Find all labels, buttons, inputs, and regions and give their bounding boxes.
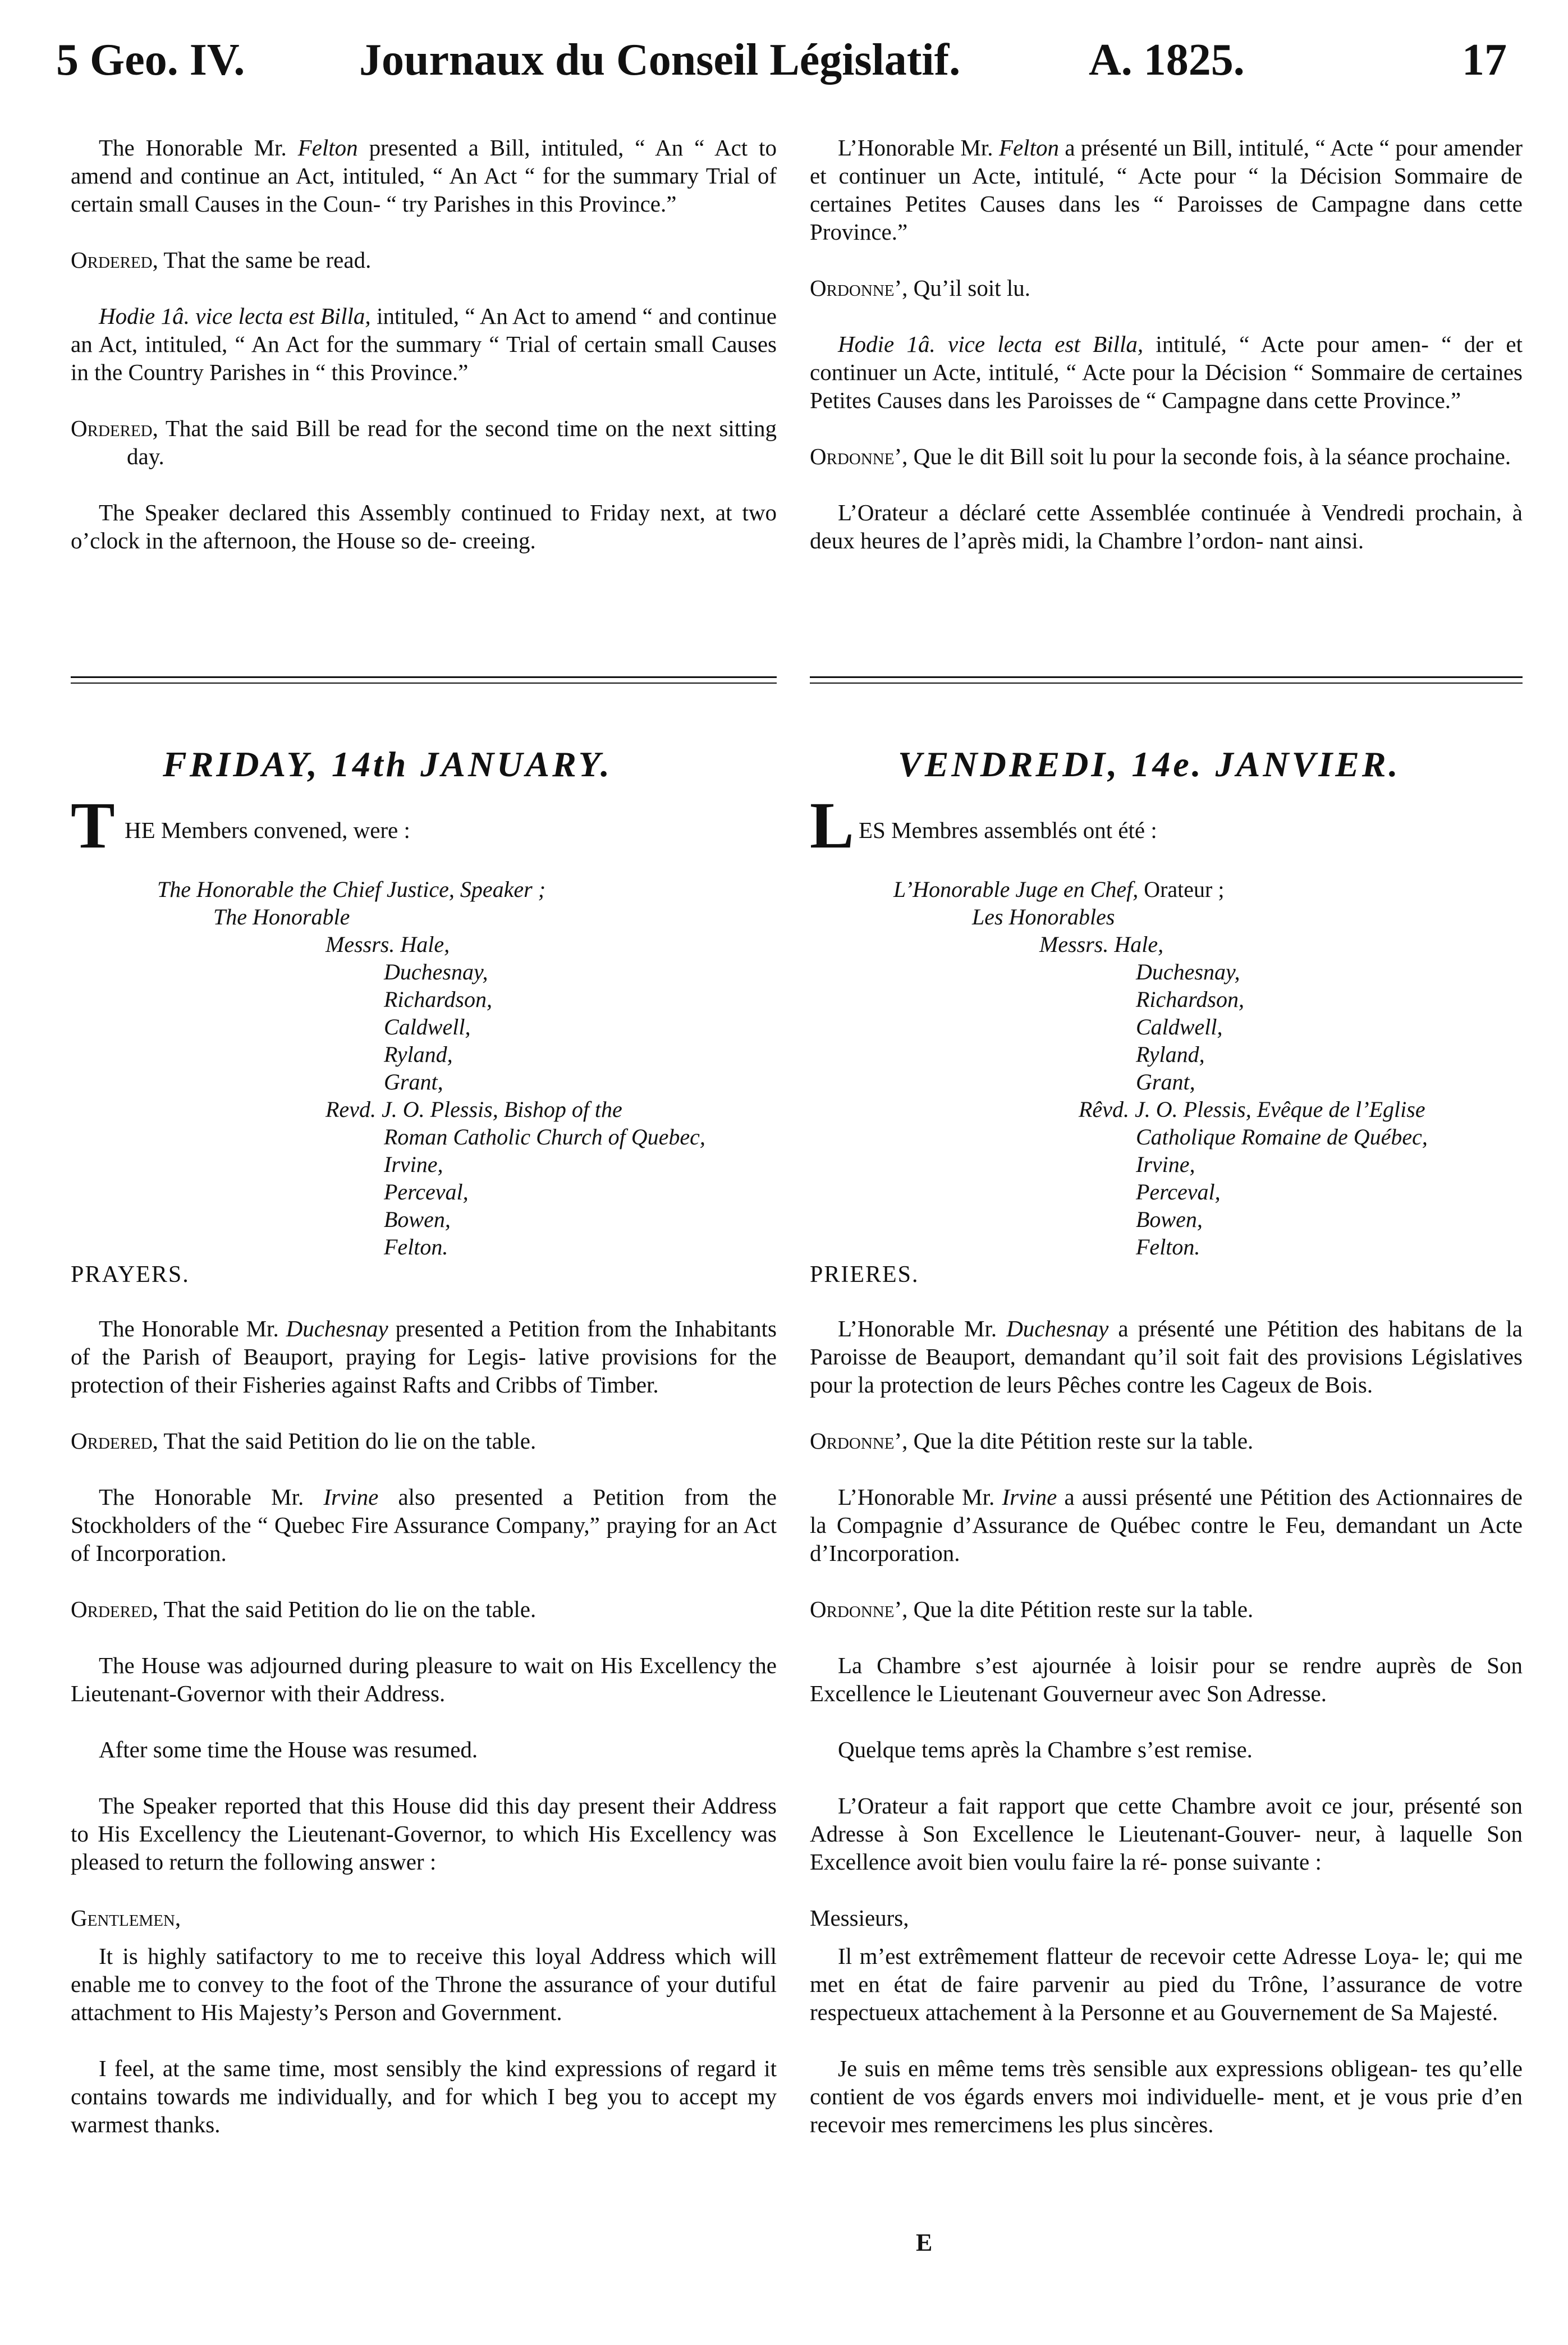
salutation-fr: Messieurs, [810,1905,909,1931]
bishop-line-fr: Rêvd. J. O. Plessis, Evêque de l’Eglise [1079,1097,1425,1122]
members-convened-text: HE Members convened, were : [125,817,410,843]
speaker-reported-paragraph: The Speaker reported that this House did this day present their Address to His Excellency the Lieutenant-Governor, to which His Excellency was pleased to return the following answer : [71,1793,777,1875]
adjourned-paragraph-fr: La Chambre s’est ajournée à loisir pour se rendre auprès de Son Excellence le Lieutenant Gouverneur avec Son Adresse. [810,1652,1523,1706]
member-name: Ryland, [384,1042,453,1067]
member-name: Bowen, [1136,1207,1203,1232]
day-heading-english: FRIDAY, 14th JANUARY. [163,744,612,784]
member-name: Ryland, [1136,1042,1205,1067]
member-name: Grant, [384,1069,443,1094]
adjournment-paragraph-fr: L’Orateur a déclaré cette Assemblée continuée à Vendredi prochain, à deux heures de l’après midi, la Chambre l’ordon- nant ainsi. [810,500,1523,553]
bill-presented-paragraph-fr: L’Honorable Mr. Felton a présenté un Bill, intitulé, “ Acte “ pour amender et continuer un Acte, intitulé, “ Acte pour “ la Décision Sommaire de certaines Petites Causes dans les “ Paroisses de Campagne dans cette Province.” [810,135,1523,245]
reply-paragraph-1: It is highly satifactory to me to receive this loyal Address which will enable me to convey to the foot of the Throne the assurance of your dutiful attachment to His Majesty’s Person and Government. [71,1943,777,2025]
regnal-year: 5 Geo. IV. [56,35,245,85]
messrs-line-fr: Messrs. Hale, [1039,932,1164,957]
year: A. 1825. [1089,35,1245,85]
order-lie-on-table-2: Ordered, That the said Petition do lie on the table. [71,1596,537,1622]
journal-title: Journaux du Conseil Législatif. [359,35,961,85]
top-english-column [71,134,777,555]
resumed-paragraph: After some time the House was resumed. [99,1737,478,1762]
petition-irvine-paragraph-fr: L’Honorable Mr. Irvine a aussi présenté une Pétition des Actionnaires de la Compagnie d’Assurance de Québec contre le Feu, demandant un Acte d’Incorporation. [810,1484,1523,1566]
bill-presented-paragraph: The Honorable Mr. Felton presented a Bill, intituled, “ An “ Act to amend and continue an Act, intituled, “ An Act “ for the summary Trial of certain small Causes in the Coun- “ try Parishes in this Province.” [71,135,777,217]
section-rule-left-top [71,676,777,678]
bishop-line-continued: Roman Catholic Church of Quebec, [384,1124,705,1149]
prayers-label: PRAYERS. [71,1262,190,1288]
bottom-english-column [71,1315,777,2138]
member-name: Richardson, [384,987,492,1012]
member-name: Irvine, [1136,1152,1195,1177]
reply-paragraph-2: I feel, at the same time, most sensibly the kind expressions of regard it contains towards me individually, and for which I beg you to accept my warmest thanks. [71,2055,777,2137]
member-name: Richardson, [1136,987,1244,1012]
order-lie-on-table-2-fr: Ordonne’, Que la dite Pétition reste sur la table. [810,1596,1254,1622]
member-name: Perceval, [1136,1179,1221,1204]
day-heading-french: VENDREDI, 14e. JANVIER. [898,744,1401,784]
members-list-english [157,876,774,1261]
member-name: Felton. [384,1234,448,1259]
section-rule-right-top [810,676,1523,678]
drop-cap-english: T [71,789,115,862]
messrs-line: Messrs. Hale, [325,932,450,957]
petition-duchesnay-paragraph: The Honorable Mr. Duchesnay presented a Petition from the Inhabitants of the Parish of Beauport, praying for Legis- lative provisions for the protection of their Fisheries against Rafts and Cribbs of Timber. [71,1316,777,1398]
prayers-label-fr: PRIERES. [810,1262,919,1288]
member-name: Irvine, [384,1152,443,1177]
member-name: Caldwell, [384,1014,471,1039]
member-name: Hale, [400,932,450,957]
members-list-french [893,876,1522,1261]
speaker-reported-paragraph-fr: L’Orateur a fait rapport que cette Chambre avoit ce jour, présenté son Adresse à Son Excellence le Lieutenant-Gouver- neur, à laquelle Son Excellence avoit bien voulu faire la ré- ponse suivante : [810,1793,1523,1875]
bishop-line: Revd. J. O. Plessis, Bishop of the [325,1097,622,1122]
member-name: Hale, [1114,932,1164,957]
honorable-line-fr: Les Honorables [972,904,1115,929]
member-name: Grant, [1136,1069,1195,1094]
adjourned-paragraph: The House was adjourned during pleasure to wait on His Excellency the Lieutenant-Governor with their Address. [71,1652,777,1706]
section-rule-right-bottom [810,683,1523,684]
reply-paragraph-2-fr: Je suis en même tems très sensible aux expressions obligean- tes qu’elle contient de vos égards envers moi individuelle- ment, et je vous prie d’en recevoir mes remercimens les plus sincères. [810,2055,1523,2137]
honorable-line: The Honorable [213,904,350,929]
order-read-paragraph: Ordered, That the same be read. [71,247,372,273]
member-name: Felton. [1136,1234,1200,1259]
order-second-reading-paragraph: Ordered, That the said Bill be read for the second time on the next sitting day. [71,415,777,469]
drop-cap-french: L [810,789,854,862]
member-name: Perceval, [384,1179,469,1204]
resumed-paragraph-fr: Quelque tems après la Chambre s’est remise. [838,1737,1253,1762]
top-french-column [810,134,1523,555]
order-lie-on-table-1-fr: Ordonne’, Que la dite Pétition reste sur la table. [810,1428,1254,1454]
section-rule-left-bottom [71,683,777,684]
member-name: Bowen, [384,1207,451,1232]
reply-paragraph-1-fr: Il m’est extrêmement flatteur de recevoir cette Adresse Loya- le; qui me met en état de faire parvenir au pied du Trône, l’assurance de votre respectueux attachement à la Personne et au Gouvernement de Sa Majesté. [810,1943,1523,2025]
member-name: Duchesnay, [1136,959,1240,984]
order-lie-on-table-1: Ordered, That the said Petition do lie on the table. [71,1428,537,1454]
running-header [56,35,1515,113]
member-name: Caldwell, [1136,1014,1223,1039]
speaker-line: The Honorable the Chief Justice, Speaker ; [157,877,546,902]
order-second-reading-paragraph-fr: Ordonne’, Que le dit Bill soit lu pour la seconde fois, à la séance prochaine. [810,443,1511,469]
member-name: Duchesnay, [384,959,488,984]
speaker-line-fr: L’Honorable Juge en Chef, Orateur ; [893,877,1225,902]
petition-duchesnay-paragraph-fr: L’Honorable Mr. Duchesnay a présenté une Pétition des habitans de la Paroisse de Beauport, demandant qu’il soit fait des provisions Législatives pour la protection de leurs Pêches contre les Cageux de Bois. [810,1316,1523,1398]
adjournment-paragraph: The Speaker declared this Assembly continued to Friday next, at two o’clock in the afternoon, the House so de- creeing. [71,500,777,553]
bottom-french-column [810,1315,1523,2138]
members-assembled-text: ES Membres assemblés ont été : [859,817,1157,843]
page-number: 17 [1462,35,1507,85]
first-reading-paragraph: Hodie 1â. vice lecta est Billa, intituled, “ An Act to amend “ and continue an Act, intituled, “ An Act for the summary “ Trial of certain small Causes in the Country Parishes in “ this Province.” [71,303,777,385]
first-reading-paragraph-fr: Hodie 1â. vice lecta est Billa, intitulé, “ Acte pour amen- “ der et continuer un Acte, intitulé, “ Acte pour la Décision “ Sommaire de certaines Petites Causes dans les Paroisses de “ Campagne dans cette Province.” [810,331,1523,413]
signature-mark: E [916,2229,933,2256]
bishop-line-continued-fr: Catholique Romaine de Québec, [1136,1124,1428,1149]
petition-irvine-paragraph: The Honorable Mr. Irvine also presented a Petition from the Stockholders of the “ Quebec Fire Assurance Company,” praying for an Act of Incorporation. [71,1484,777,1566]
order-read-paragraph-fr: Ordonne’, Qu’il soit lu. [810,275,1031,301]
salutation: Gentlemen, [71,1905,181,1931]
